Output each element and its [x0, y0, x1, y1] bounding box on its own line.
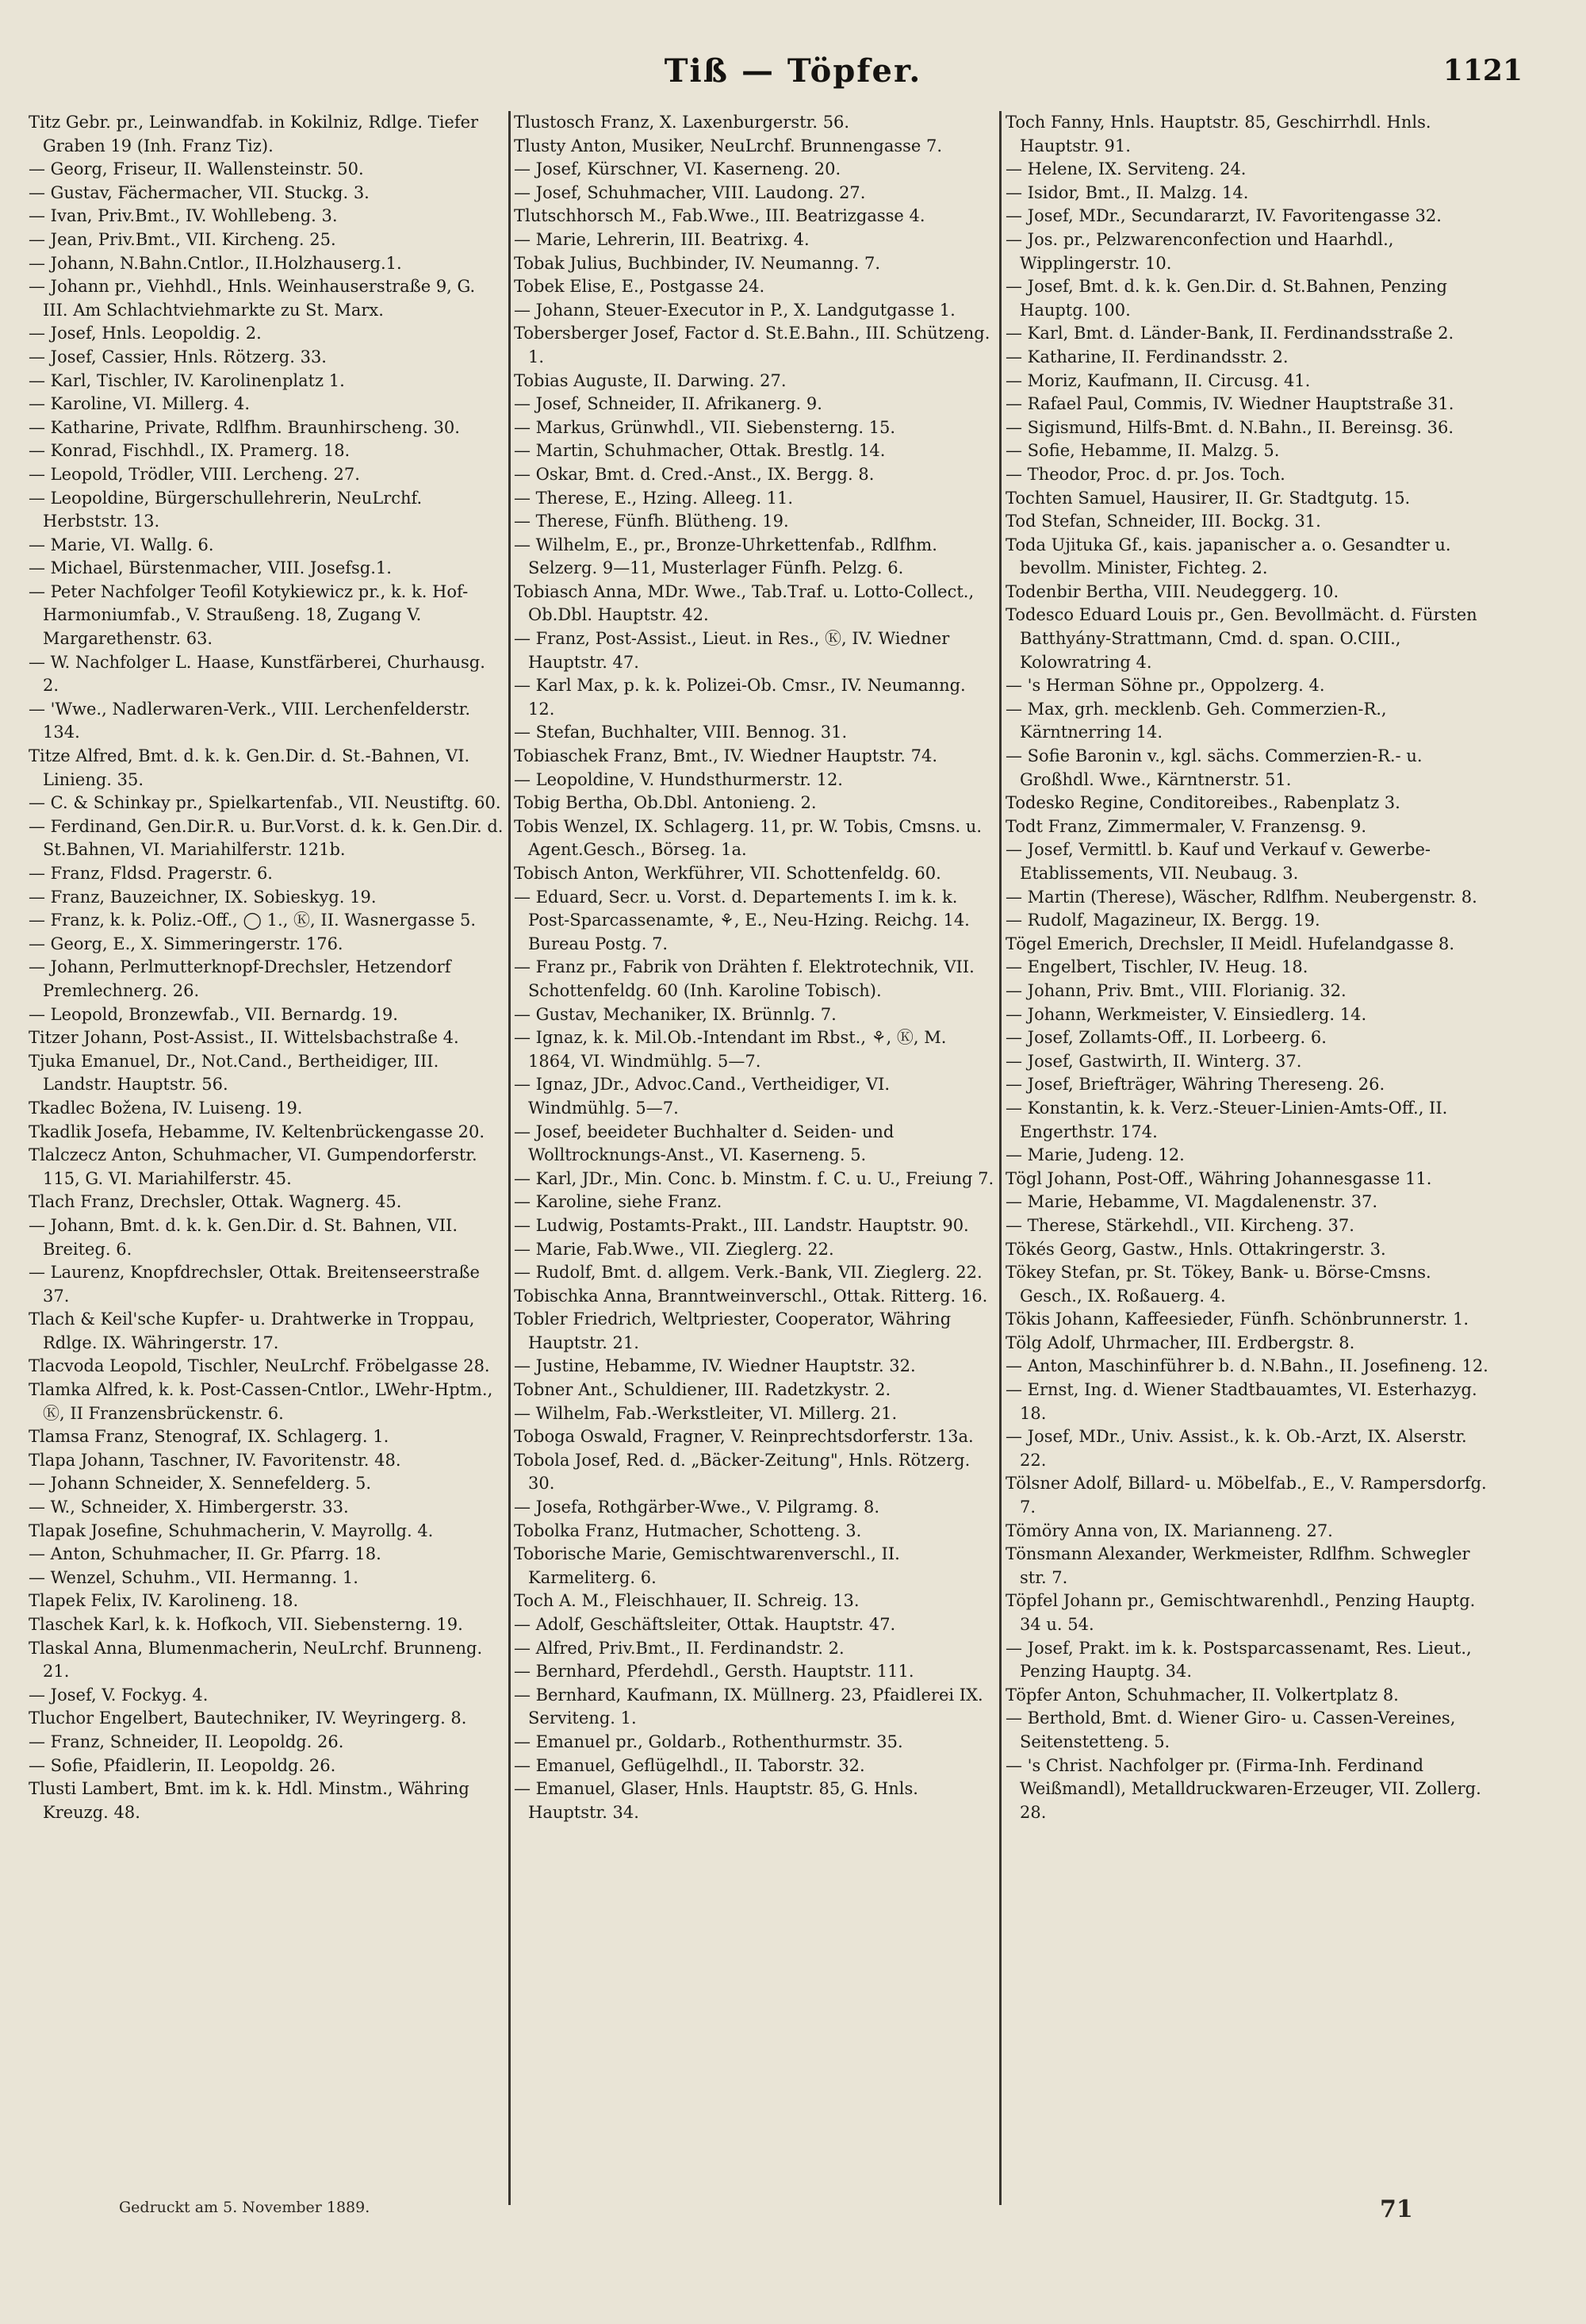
directory-entry: Tlacvoda Leopold, Tischler, NeuLrchf. Fröbelgasse 28. — [29, 1356, 490, 1376]
directory-entry: Tobias Auguste, II. Darwing. 27. — [514, 370, 787, 390]
directory-entry: Tlusty Anton, Musiker, NeuLrchf. Brunnengasse 7. — [514, 136, 943, 155]
directory-entry: — Laurenz, Knopfdrechsler, Ottak. Breitenseerstraße 37. — [29, 1263, 480, 1306]
directory-entry: Todesko Regine, Conditoreibes., Rabenplatz 3. — [1006, 793, 1400, 813]
page-title: Tiß — Töpfer. — [664, 52, 922, 90]
directory-entry: — Marie, VI. Wallg. 6. — [29, 535, 214, 554]
directory-entry: — Franz, k. k. Poliz.-Off., ◯ 1., Ⓚ, II. Wasnergasse 5. — [29, 911, 477, 930]
directory-entry: — Rudolf, Bmt. d. allgem. Verk.-Bank, VII. Zieglerg. 22. — [514, 1263, 983, 1283]
page-number: 1121 — [1442, 54, 1523, 87]
directory-entry: — Franz, Post-Assist., Lieut. in Res., Ⓚ, IV. Wiedner Hauptstr. 47. — [514, 629, 950, 672]
directory-entry: — Anton, Schuhmacher, II. Gr. Pfarrg. 18. — [29, 1544, 381, 1564]
directory-entry: — Johann, Priv. Bmt., VIII. Florianig. 32. — [1006, 980, 1347, 1000]
directory-entry: — Josef, Briefträger, Währing Thereseng. 26. — [1006, 1075, 1385, 1095]
directory-entry: — Justine, Hebamme, IV. Wiedner Hauptstr. 32. — [514, 1356, 916, 1376]
directory-entry: — Johann, Perlmutterknopf-Drechsler, Hetzendorf Premlechnerg. 26. — [29, 957, 451, 1000]
directory-entry: — Johann Schneider, X. Sennefelderg. 5. — [29, 1474, 372, 1494]
directory-entry: Toch Fanny, Hnls. Hauptstr. 85, Geschirrhdl. Hnls. Hauptstr. 91. — [1006, 113, 1431, 155]
directory-entry: — Alfred, Priv.Bmt., II. Ferdinandstr. 2. — [514, 1638, 845, 1658]
directory-entry: Tlach & Keil'sche Kupfer- u. Drahtwerke in Troppau, Rdlge. IX. Währingerstr. 17. — [29, 1310, 475, 1352]
directory-entry: — Josef, Schneider, II. Afrikanerg. 9. — [514, 394, 822, 414]
directory-entry: Tlapa Johann, Taschner, IV. Favoritenstr. 48. — [29, 1450, 401, 1470]
directory-entry: — Gustav, Mechaniker, IX. Brünnlg. 7. — [514, 1004, 837, 1024]
directory-entry: — Stefan, Buchhalter, VIII. Bennog. 31. — [514, 723, 848, 742]
directory-entry: — Marie, Hebamme, VI. Magdalenenstr. 37. — [1006, 1192, 1378, 1212]
directory-entry: — Karl, Bmt. d. Länder-Bank, II. Ferdinandsstraße 2. — [1006, 324, 1454, 343]
directory-entry: — Josef, MDr., Secundararzt, IV. Favoritengasse 32. — [1006, 206, 1442, 226]
directory-entry: Titze Alfred, Bmt. d. k. k. Gen.Dir. d. St.-Bahnen, VI. Linieng. 35. — [29, 746, 470, 789]
directory-entry: — Gustav, Fächermacher, VII. Stuckg. 3. — [29, 182, 370, 202]
directory-entry: — Johann, Werkmeister, V. Einsiedlerg. 14. — [1006, 1004, 1367, 1024]
directory-entry: — W. Nachfolger L. Haase, Kunstfärberei, Churhausg. 2. — [29, 652, 485, 696]
directory-entry: — Marie, Judeng. 12. — [1006, 1145, 1185, 1165]
directory-entry: Tlalczecz Anton, Schuhmacher, VI. Gumpendorferstr. 115, G. VI. Mariahilferstr. 45. — [29, 1145, 477, 1188]
column-divider — [508, 111, 511, 2205]
directory-entry: — Karoline, siehe Franz. — [514, 1192, 722, 1212]
directory-entry: — Josef, Vermittl. b. Kauf und Verkauf v. Gewerbe-Etablissements, VII. Neubaug. 3. — [1006, 840, 1431, 883]
directory-entry: Tobola Josef, Red. d. „Bäcker-Zeitung", Hnls. Rötzerg. 30. — [514, 1450, 971, 1494]
directory-entry: — Anton, Maschinführer b. d. N.Bahn., II. Josefineng. 12. — [1006, 1356, 1488, 1376]
directory-entry: Tlutschhorsch M., Fab.Wwe., III. Beatrizgasse 4. — [514, 206, 925, 226]
column-divider — [999, 111, 1002, 2205]
directory-entry: Tlusti Lambert, Bmt. im k. k. Hdl. Minstm., Währing Kreuzg. 48. — [29, 1779, 469, 1822]
directory-entry: — Karoline, VI. Millerg. 4. — [29, 394, 251, 414]
directory-entry: — Leopoldine, Bürgerschullehrerin, NeuLrchf. Herbststr. 13. — [29, 488, 423, 531]
directory-entry: — Karl, JDr., Min. Conc. b. Minstm. f. C. u. U., Freiung 7. — [514, 1168, 994, 1188]
directory-entry: Tobner Ant., Schuldiener, III. Radetzkystr. 2. — [514, 1380, 891, 1400]
directory-entry: — Johann pr., Viehhdl., Hnls. Weinhauserstraße 9, G. III. Am Schlachtviehmarkte zu St. Marx. — [29, 277, 476, 320]
directory-entry: Tjuka Emanuel, Dr., Not.Cand., Bertheidiger, III. Landstr. Hauptstr. 56. — [29, 1051, 439, 1095]
directory-entry: Tobischka Anna, Branntweinverschl., Ottak. Ritterg. 16. — [514, 1286, 988, 1306]
directory-entry: — Therese, Fünfh. Blütheng. 19. — [514, 512, 789, 531]
directory-entry: Todt Franz, Zimmermaler, V. Franzensg. 9. — [1006, 816, 1367, 836]
directory-entry: — Engelbert, Tischler, IV. Heug. 18. — [1006, 957, 1308, 977]
directory-entry: Tochten Samuel, Hausirer, II. Gr. Stadtgutg. 15. — [1006, 488, 1411, 508]
directory-entry: — Josef, beeideter Buchhalter d. Seiden- und Wolltrocknungs-Anst., VI. Kaserneng. 5. — [514, 1122, 895, 1165]
directory-entry: — Marie, Fab.Wwe., VII. Zieglerg. 22. — [514, 1239, 834, 1259]
page-header — [0, 49, 1586, 105]
column-3 — [1006, 111, 1489, 2221]
directory-entry: — Konstantin, k. k. Verz.-Steuer-Linien-Amts-Off., II. Engerthstr. 174. — [1006, 1098, 1448, 1141]
signature-mark: 71 — [1380, 2196, 1413, 2223]
directory-entry: — Jean, Priv.Bmt., VII. Kircheng. 25. — [29, 229, 336, 249]
directory-entry: — Therese, E., Hzing. Alleeg. 11. — [514, 488, 794, 508]
directory-entry: Tölg Adolf, Uhrmacher, III. Erdbergstr. 8. — [1006, 1333, 1355, 1352]
directory-entry: Tobek Elise, E., Postgasse 24. — [514, 277, 765, 297]
directory-entry: — Josef, Zollamts-Off., II. Lorbeerg. 6. — [1006, 1028, 1327, 1048]
directory-entry: Toboga Oswald, Fragner, V. Reinprechtsdorferstr. 13a. — [514, 1427, 974, 1447]
directory-entry: — Helene, IX. Serviteng. 24. — [1006, 159, 1247, 179]
directory-entry: Tönsmann Alexander, Werkmeister, Rdlfhm. Schwegler str. 7. — [1006, 1544, 1470, 1587]
directory-entry: — Georg, E., X. Simmeringerstr. 176. — [29, 934, 343, 953]
directory-entry: — 's Christ. Nachfolger pr. (Firma-Inh. Ferdinand Weißmandl), Metalldruckwaren-Erzeuger, VII. Zollerg. 28. — [1006, 1755, 1481, 1822]
directory-entry: — Leopold, Trödler, VIII. Lercheng. 27. — [29, 464, 360, 484]
directory-entry: — Theodor, Proc. d. pr. Jos. Toch. — [1006, 464, 1285, 484]
directory-entry: Tobak Julius, Buchbinder, IV. Neumanng. 7. — [514, 253, 881, 273]
directory-entry: Toborische Marie, Gemischtwarenverschl., II. Karmeliterg. 6. — [514, 1544, 900, 1587]
directory-entry: Tlaskal Anna, Blumenmacherin, NeuLrchf. Brunneng. 21. — [29, 1638, 483, 1682]
directory-entry: — Peter Nachfolger Teofil Kotykiewicz pr., k. k. Hof-Harmoniumfab., V. Straußeng. 18, Zugang V. Margarethenstr. 63. — [29, 581, 469, 649]
directory-entry: Tlapek Felix, IV. Karolineng. 18. — [29, 1591, 299, 1611]
directory-entry: Toch A. M., Fleischhauer, II. Schreig. 13. — [514, 1591, 860, 1611]
directory-entry: — Josefa, Rothgärber-Wwe., V. Pilgramg. 8. — [514, 1498, 880, 1517]
directory-entry: — Karl Max, p. k. k. Polizei-Ob. Cmsr., IV. Neumanng. 12. — [514, 676, 966, 719]
directory-entry: Titzer Johann, Post-Assist., II. Wittelsbachstraße 4. — [29, 1028, 459, 1048]
directory-entry: — Ludwig, Postamts-Prakt., III. Landstr. Hauptstr. 90. — [514, 1215, 969, 1235]
directory-entry: Tögel Emerich, Drechsler, II Meidl. Hufelandgasse 8. — [1006, 934, 1455, 953]
directory-entry: — Wenzel, Schuhm., VII. Hermanng. 1. — [29, 1567, 358, 1587]
directory-entry: Tökis Johann, Kaffeesieder, Fünfh. Schönbrunnerstr. 1. — [1006, 1310, 1469, 1329]
directory-entry: — Oskar, Bmt. d. Cred.-Anst., IX. Bergg. 8. — [514, 464, 875, 484]
directory-entry: — Isidor, Bmt., II. Malzg. 14. — [1006, 182, 1249, 202]
directory-entry: Tökey Stefan, pr. St. Tökey, Bank- u. Börse-Cmsns. Gesch., IX. Roßauerg. 4. — [1006, 1263, 1431, 1306]
directory-entry: Tömöry Anna von, IX. Marianneng. 27. — [1006, 1521, 1333, 1540]
directory-entry: Tlamsa Franz, Stenograf, IX. Schlagerg. 1. — [29, 1427, 389, 1447]
directory-entry: Tlaschek Karl, k. k. Hofkoch, VII. Siebensterng. 19. — [29, 1615, 463, 1634]
directory-entry: — Josef, Bmt. d. k. k. Gen.Dir. d. St.Bahnen, Penzing Hauptg. 100. — [1006, 277, 1447, 320]
directory-entry: Tod Stefan, Schneider, III. Bockg. 31. — [1006, 512, 1321, 531]
directory-entry: Toda Ujituka Gf., kais. japanischer a. o. Gesandter u. bevollm. Minister, Fichteg. 2. — [1006, 535, 1451, 578]
directory-entry: — Wilhelm, Fab.-Werkstleiter, VI. Millerg. 21. — [514, 1403, 898, 1423]
directory-entry: — W., Schneider, X. Himbergerstr. 33. — [29, 1498, 349, 1517]
directory-entry: — Leopoldine, V. Hundsthurmerstr. 12. — [514, 769, 843, 789]
directory-entry: — Josef, Cassier, Hnls. Rötzerg. 33. — [29, 347, 327, 366]
directory-entry: — Moriz, Kaufmann, II. Circusg. 41. — [1006, 370, 1311, 390]
directory-entry: Tobis Wenzel, IX. Schlagerg. 11, pr. W. Tobis, Cmsns. u. Agent.Gesch., Börseg. 1a. — [514, 816, 982, 860]
directory-entry: — Josef, Hnls. Leopoldig. 2. — [29, 324, 262, 343]
directory-entry: — Therese, Stärkehdl., VII. Kircheng. 37. — [1006, 1215, 1354, 1235]
directory-entry: — Johann, N.Bahn.Cntlor., II.Holzhauserg.1. — [29, 253, 402, 273]
directory-entry: — Sofie Baronin v., kgl. sächs. Commerzien-R.- u. Großhdl. Wwe., Kärntnerstr. 51. — [1006, 746, 1423, 789]
directory-entry: Tobersberger Josef, Factor d. St.E.Bahn., III. Schützeng. 1. — [514, 324, 990, 366]
directory-entry: — Franz, Bauzeichner, IX. Sobieskyg. 19. — [29, 887, 377, 907]
directory-entry: Todenbir Bertha, VIII. Neudeggerg. 10. — [1006, 581, 1339, 601]
directory-entry: Tlamka Alfred, k. k. Post-Cassen-Cntlor., LWehr-Hptm., Ⓚ, II Franzensbrückenstr. 6. — [29, 1380, 493, 1423]
directory-entry: Tkadlik Josefa, Hebamme, IV. Keltenbrückengasse 20. — [29, 1122, 485, 1141]
directory-entry: — Ignaz, JDr., Advoc.Cand., Vertheidiger, VI. Windmühlg. 5—7. — [514, 1075, 891, 1118]
directory-entry: Tobisch Anton, Werkführer, VII. Schottenfeldg. 60. — [514, 864, 941, 883]
directory-entry: — Martin (Therese), Wäscher, Rdlfhm. Neubergenstr. 8. — [1006, 887, 1477, 907]
directory-entry: — Emanuel, Glaser, Hnls. Hauptstr. 85, G. Hnls. Hauptstr. 34. — [514, 1779, 918, 1822]
directory-entry: — Markus, Grünwhdl., VII. Siebensterng. 15. — [514, 417, 896, 437]
directory-entry: — Johann, Steuer-Executor in P., X. Landgutgasse 1. — [514, 300, 956, 320]
column-2 — [514, 111, 994, 2221]
directory-entry: — Emanuel pr., Goldarb., Rothenthurmstr. 35. — [514, 1731, 903, 1751]
directory-entry: — Franz, Fldsd. Pragerstr. 6. — [29, 864, 273, 883]
directory-entry: — Josef, Gastwirth, II. Winterg. 37. — [1006, 1051, 1302, 1071]
directory-entry: — Sigismund, Hilfs-Bmt. d. N.Bahn., II. Bereinsg. 36. — [1006, 417, 1454, 437]
directory-entry: — Karl, Tischler, IV. Karolinenplatz 1. — [29, 370, 345, 390]
directory-entry: — Georg, Friseur, II. Wallensteinstr. 50. — [29, 159, 364, 179]
directory-entry: — Josef, Kürschner, VI. Kaserneng. 20. — [514, 159, 841, 179]
directory-entry: — Josef, Prakt. im k. k. Postsparcassenamt, Res. Lieut., Penzing Hauptg. 34. — [1006, 1638, 1472, 1682]
directory-entry: Tobiaschek Franz, Bmt., IV. Wiedner Hauptstr. 74. — [514, 746, 938, 766]
directory-entry: Tobiasch Anna, MDr. Wwe., Tab.Traf. u. Lotto-Collect., Ob.Dbl. Hauptstr. 42. — [514, 581, 975, 625]
directory-entry: Tobolka Franz, Hutmacher, Schotteng. 3. — [514, 1521, 862, 1540]
directory-entry: — Josef, Schuhmacher, VIII. Laudong. 27. — [514, 182, 866, 202]
directory-entry: — Ignaz, k. k. Mil.Ob.-Intendant im Rbst., ⚘, Ⓚ, M. 1864, VI. Windmühlg. 5—7. — [514, 1028, 947, 1071]
directory-entry: — Franz, Schneider, II. Leopoldg. 26. — [29, 1731, 344, 1751]
directory-entry: Tobler Friedrich, Weltpriester, Cooperator, Währing Hauptstr. 21. — [514, 1310, 952, 1352]
directory-entry: Tölsner Adolf, Billard- u. Möbelfab., E., V. Rampersdorfg. 7. — [1006, 1474, 1487, 1517]
directory-entry: Tlustosch Franz, X. Laxenburgerstr. 56. — [514, 113, 850, 132]
directory-entry: — Franz pr., Fabrik von Drähten f. Elektrotechnik, VII. Schottenfeldg. 60 (Inh. Karoline Tobisch). — [514, 957, 975, 1000]
print-date-note: Gedruckt am 5. November 1889. — [119, 2199, 370, 2216]
directory-entry: — Leopold, Bronzewfab., VII. Bernardg. 19. — [29, 1004, 398, 1024]
directory-entry: — Josef, MDr., Univ. Assist., k. k. Ob.-Arzt, IX. Alserstr. 22. — [1006, 1427, 1467, 1470]
directory-entry: — Berthold, Bmt. d. Wiener Giro- u. Cassen-Vereines, Seitenstetteng. 5. — [1006, 1708, 1456, 1751]
directory-entry: — Rafael Paul, Commis, IV. Wiedner Hauptstraße 31. — [1006, 394, 1454, 414]
directory-entry: — Ernst, Ing. d. Wiener Stadtbauamtes, VI. Esterhazyg. 18. — [1006, 1380, 1477, 1423]
directory-entry: Tlach Franz, Drechsler, Ottak. Wagnerg. 45. — [29, 1192, 402, 1212]
directory-entry: — Wilhelm, E., pr., Bronze-Uhrkettenfab., Rdlfhm. Selzerg. 9—11, Musterlager Fünfh. Pelzg. 6. — [514, 535, 937, 578]
directory-entry: — Sofie, Pfaidlerin, II. Leopoldg. 26. — [29, 1755, 336, 1775]
directory-entry: — Eduard, Secr. u. Vorst. d. Departements I. im k. k. Post-Sparcassenamte, ⚘, E., Neu-Hzing. Reichg. 14. Bureau Postg. 7. — [514, 887, 970, 953]
directory-entry: Tluchor Engelbert, Bautechniker, IV. Weyringerg. 8. — [29, 1708, 467, 1728]
directory-entry: — Adolf, Geschäftsleiter, Ottak. Hauptstr. 47. — [514, 1615, 896, 1634]
directory-entry: — Katharine, Private, Rdlfhm. Braunhirscheng. 30. — [29, 417, 460, 437]
directory-entry: Tlapak Josefine, Schuhmacherin, V. Mayrollg. 4. — [29, 1521, 434, 1540]
directory-entry: — Sofie, Hebamme, II. Malzg. 5. — [1006, 441, 1280, 461]
directory-entry: — Martin, Schuhmacher, Ottak. Brestlg. 14. — [514, 441, 886, 461]
directory-entry: — Bernhard, Kaufmann, IX. Müllnerg. 23, Pfaidlerei IX. Serviteng. 1. — [514, 1685, 983, 1728]
directory-entry: Tkadlec Božena, IV. Luiseng. 19. — [29, 1098, 303, 1118]
directory-entry: — Johann, Bmt. d. k. k. Gen.Dir. d. St. Bahnen, VII. Breiteg. 6. — [29, 1215, 458, 1259]
directory-entry: — Bernhard, Pferdehdl., Gersth. Hauptstr. 111. — [514, 1662, 914, 1682]
directory-entry: Titz Gebr. pr., Leinwandfab. in Kokilniz, Rdlge. Tiefer Graben 19 (Inh. Franz Tiz). — [29, 113, 479, 155]
directory-entry: Tökés Georg, Gastw., Hnls. Ottakringerstr. 3. — [1006, 1239, 1386, 1259]
directory-entry: — Michael, Bürstenmacher, VIII. Josefsg.1. — [29, 558, 392, 578]
directory-entry: Todesco Eduard Louis pr., Gen. Bevollmächt. d. Fürsten Batthyány-Strattmann, Cmd. d. span. O.CIII., Kolowratring 4. — [1006, 605, 1477, 672]
directory-entry: — Ivan, Priv.Bmt., IV. Wohllebeng. 3. — [29, 206, 338, 226]
directory-entry: — Max, grh. mecklenb. Geh. Commerzien-R., Kärntnerring 14. — [1006, 699, 1387, 742]
directory-entry: — 'Wwe., Nadlerwaren-Verk., VIII. Lerchenfelderstr. 134. — [29, 699, 470, 742]
directory-entry: — C. & Schinkay pr., Spielkartenfab., VII. Neustiftg. 60. — [29, 793, 501, 813]
directory-entry: Töpfer Anton, Schuhmacher, II. Volkertplatz 8. — [1006, 1685, 1399, 1705]
directory-entry: Tögl Johann, Post-Off., Währing Johannesgasse 11. — [1006, 1168, 1432, 1188]
directory-entry: — Konrad, Fischhdl., IX. Pramerg. 18. — [29, 441, 351, 461]
directory-entry: — Ferdinand, Gen.Dir.R. u. Bur.Vorst. d. k. k. Gen.Dir. d. St.Bahnen, VI. Mariahilferstr. 121b. — [29, 816, 504, 860]
column-1 — [29, 111, 504, 2221]
directory-entry: — Katharine, II. Ferdinandsstr. 2. — [1006, 347, 1289, 366]
directory-entry: — Emanuel, Geflügelhdl., II. Taborstr. 32. — [514, 1755, 865, 1775]
directory-entry: Tobig Bertha, Ob.Dbl. Antonieng. 2. — [514, 793, 817, 813]
directory-entry: — 's Herman Söhne pr., Oppolzerg. 4. — [1006, 676, 1325, 696]
directory-entry: — Jos. pr., Pelzwarenconfection und Haarhdl., Wipplingerstr. 10. — [1006, 229, 1394, 273]
directory-entry: Töpfel Johann pr., Gemischtwarenhdl., Penzing Hauptg. 34 u. 54. — [1006, 1591, 1476, 1634]
directory-entry: — Marie, Lehrerin, III. Beatrixg. 4. — [514, 229, 810, 249]
directory-entry: — Rudolf, Magazineur, IX. Bergg. 19. — [1006, 911, 1320, 930]
directory-entry: — Josef, V. Fockyg. 4. — [29, 1685, 209, 1705]
